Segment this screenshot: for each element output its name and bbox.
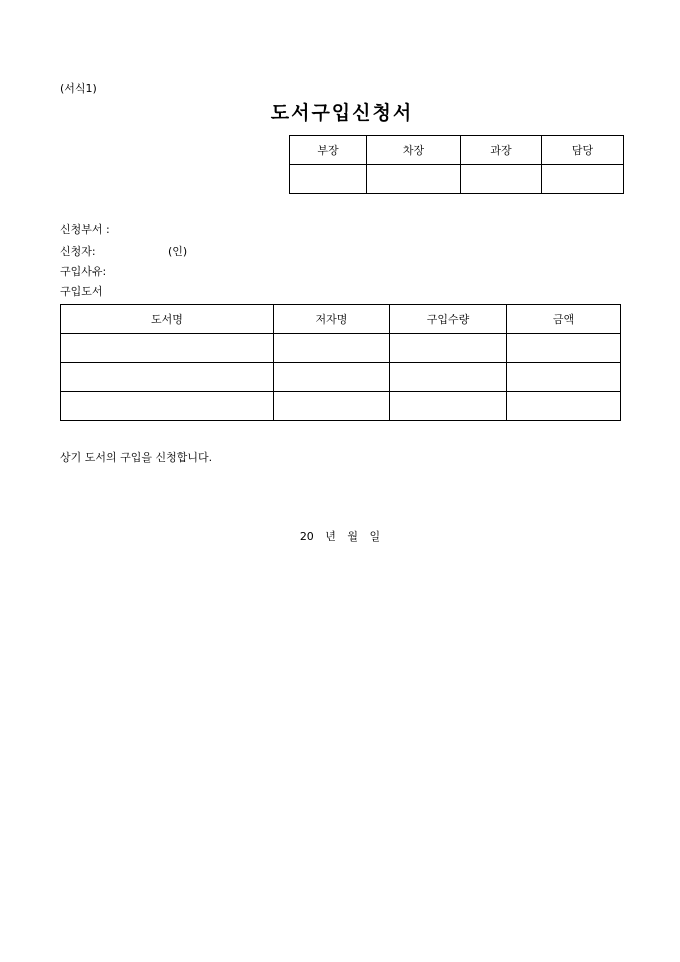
book-cell[interactable] — [390, 392, 507, 421]
books-header-amount: 금액 — [507, 305, 621, 334]
book-cell[interactable] — [274, 363, 390, 392]
page-title: 도서구입신청서 — [270, 102, 414, 124]
book-cell[interactable] — [61, 363, 274, 392]
approval-header-deputy: 차장 — [367, 136, 461, 165]
approval-sign-cell[interactable] — [290, 165, 367, 194]
approval-header-staff: 담당 — [542, 136, 624, 165]
book-cell[interactable] — [507, 363, 621, 392]
date-line: 20 년 월 일 — [299, 530, 381, 543]
books-header-quantity: 구입수량 — [390, 305, 507, 334]
book-cell[interactable] — [507, 334, 621, 363]
book-cell[interactable] — [274, 392, 390, 421]
table-row — [61, 392, 621, 421]
books-header-title: 도서명 — [61, 305, 274, 334]
book-cell[interactable] — [61, 392, 274, 421]
table-row — [61, 334, 621, 363]
books-table — [60, 304, 621, 421]
book-cell[interactable] — [61, 334, 274, 363]
approval-sign-cell[interactable] — [542, 165, 624, 194]
book-cell[interactable] — [507, 392, 621, 421]
approval-table — [289, 135, 624, 194]
book-cell[interactable] — [390, 363, 507, 392]
approval-sign-cell[interactable] — [367, 165, 461, 194]
approval-header-manager: 부장 — [290, 136, 367, 165]
approval-header-chief: 과장 — [461, 136, 542, 165]
reason-label: 구입사유: — [60, 265, 107, 278]
request-statement: 상기 도서의 구입을 신청합니다. — [60, 451, 213, 464]
approval-sign-cell[interactable] — [461, 165, 542, 194]
seal-label: (인) — [168, 245, 188, 258]
table-row — [61, 363, 621, 392]
book-cell[interactable] — [274, 334, 390, 363]
department-label: 신청부서 : — [60, 223, 110, 236]
book-cell[interactable] — [390, 334, 507, 363]
books-label: 구입도서 — [60, 285, 103, 298]
form-number: (서식1) — [60, 82, 97, 95]
books-header-author: 저자명 — [274, 305, 390, 334]
applicant-label: 신청자: — [60, 245, 96, 258]
